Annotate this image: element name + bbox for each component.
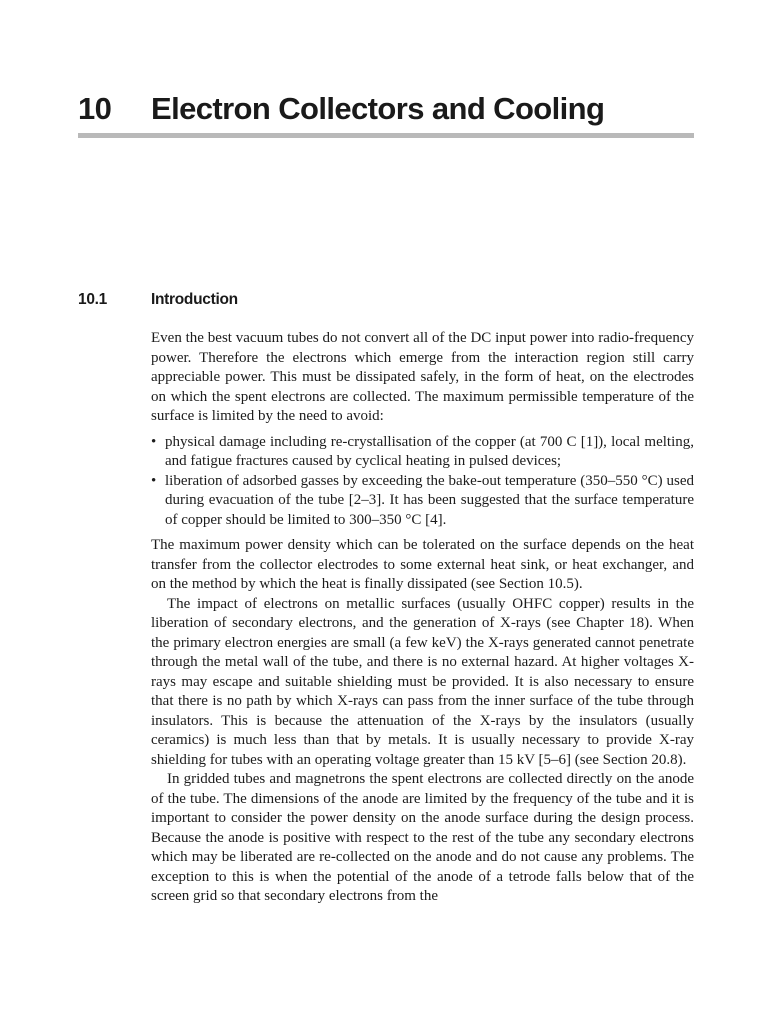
body-text bbox=[151, 329, 694, 907]
chapter-title: Electron Collectors and Cooling bbox=[151, 91, 605, 126]
paragraph-power-density: The maximum power density which can be tolerated on the surface depends on the heat transfer from the collector electrodes to some external heat sink, or heat exchanger, and on the method by which the heat is finally dissipated (see Section 10.5). bbox=[151, 537, 694, 592]
chapter-rule bbox=[78, 133, 694, 138]
chapter-number: 10 bbox=[78, 91, 112, 126]
bullet-icon: • bbox=[151, 472, 157, 489]
bullet-text: physical damage including re-crystallisation of the copper (at 700 C [1]), local melting, and fatigue fractures caused by cyclical heating in pulsed devices; bbox=[165, 433, 694, 469]
bullet-icon: • bbox=[151, 433, 157, 450]
paragraph-impact: The impact of electrons on metallic surfaces (usually OHFC copper) results in the liberation of secondary electrons, and the generation of X-rays (see Chapter 18). When the primary electron energies are small (a few keV) the X-rays generated cannot penetrate through the metal wall of the tube, and there is no external hazard. At higher voltages X-rays may escape and suitable shielding must be provided. It is also necessary to ensure that there is no path by which X-rays can pass from the inner surface of the tube through insulators. This is because the attenuation of the X-rays by the insulators (usually ceramics) is much less than that by metals. It is usually necessary to provide X-ray shielding for tubes with an operating voltage greater than 15 kV [5–6] (see Section 20.8). bbox=[151, 595, 694, 768]
bullet-text: liberation of adsorbed gasses by exceeding the bake-out temperature (350–550 °C) used during evacuation of the tube [2–3]. It has been suggested that the surface temperature of copper should be limited to 300–350 °C [4]. bbox=[165, 472, 694, 528]
section-heading bbox=[78, 289, 238, 311]
paragraph-gridded: In gridded tubes and magnetrons the spent electrons are collected directly on the anode of the tube. The dimensions of the anode are limited by the frequency of the tube and it is important to consider the power density on the anode surface during the design process. Because the anode is positive with respect to the rest of the tube any secondary electrons which may be liberated are re-collected on the anode and do not cause any problems. The exception to this is when the potential of the anode of a tetrode falls below that of the screen grid so that secondary electrons from the bbox=[151, 771, 694, 904]
paragraph-intro: Even the best vacuum tubes do not convert all of the DC input power into radio-frequency power. Therefore the electrons which emerge from the interaction region still carry appreciable power. This must be dissipated safely, in the form of heat, on the electrodes on which the spent electrons are collected. The maximum permissible temperature of the surface is limited by the need to avoid: bbox=[151, 330, 694, 424]
bullet-item bbox=[151, 433, 694, 472]
bullet-item bbox=[151, 472, 694, 531]
chapter-heading bbox=[78, 88, 694, 130]
section-number: 10.1 bbox=[78, 291, 107, 308]
bullet-list bbox=[151, 433, 694, 531]
section-title: Introduction bbox=[151, 291, 238, 308]
